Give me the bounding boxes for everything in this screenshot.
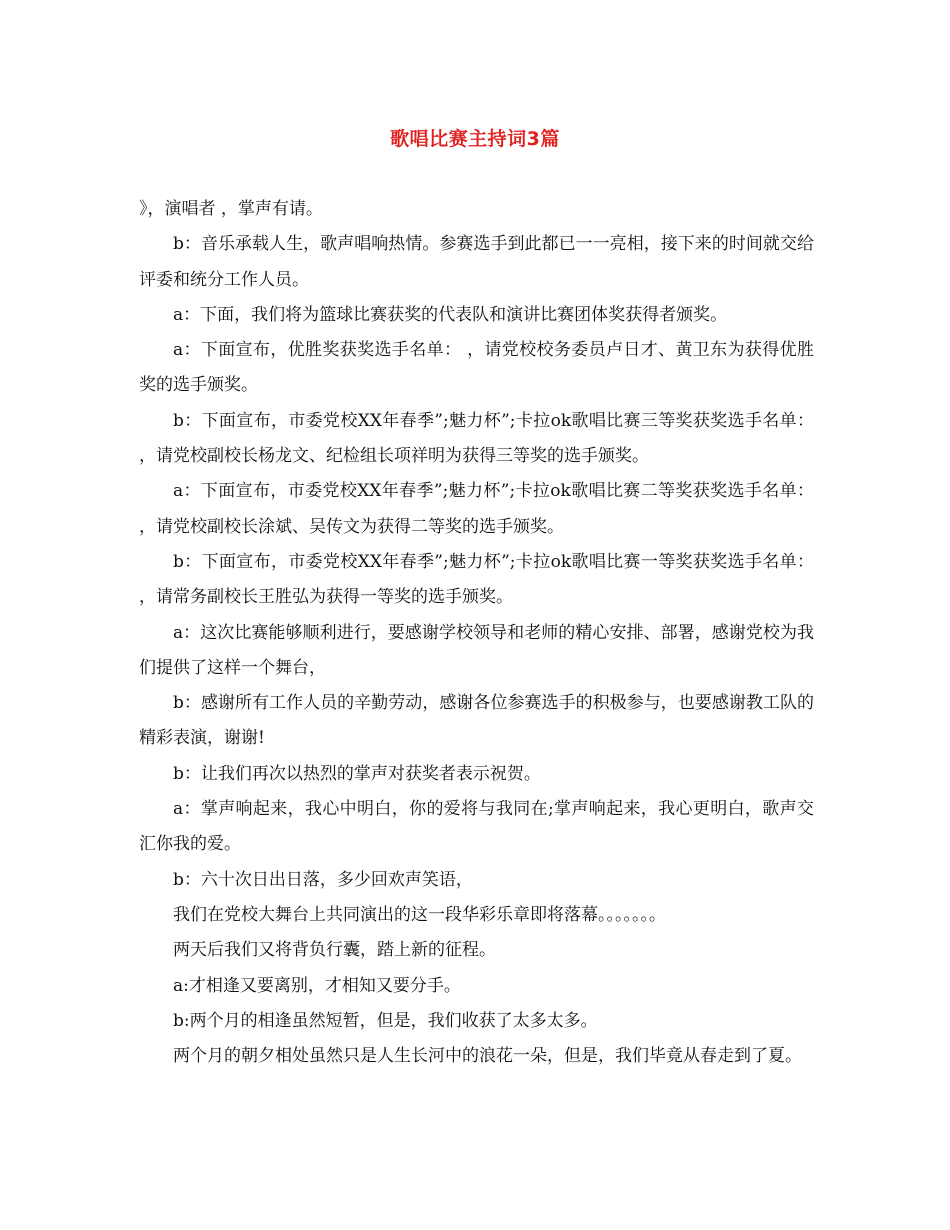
paragraph: a：这次比赛能够顺利进行，要感谢学校领导和老师的精心安排、部署，感谢党校为我们提供了这样一个舞台，	[139, 622, 814, 678]
paragraph: 我们在党校大舞台上共同演出的这一段华彩乐章即将落幕。。。。。。。	[173, 904, 666, 925]
paragraph: a：下面，我们将为篮球比赛获奖的代表队和演讲比赛团体奖获得者颁奖。	[173, 304, 728, 325]
document-title: 歌唱比赛主持词3篇	[390, 128, 560, 150]
paragraph: 两个月的朝夕相处虽然只是人生长河中的浪花一朵，但是，我们毕竟从春走到了夏。	[173, 1046, 802, 1067]
paragraph: 两天后我们又将背负行囊，踏上新的征程。	[173, 940, 496, 961]
paragraph: a：下面宣布，优胜奖获奖选手名单： ，请党校校务委员卢日才、黄卫东为获得优胜奖的选手颁奖。	[139, 340, 814, 396]
document-body	[139, 192, 814, 1074]
paragraph: b：音乐承载人生，歌声唱响热情。参赛选手到此都已一一亮相，接下来的时间就交给评委和统分工作人员。	[139, 234, 814, 290]
paragraph: b：感谢所有工作人员的辛勤劳动，感谢各位参赛选手的积极参与，也要感谢教工队的精彩表演，谢谢!	[139, 693, 814, 749]
paragraph: b：下面宣布，市委党校XX年春季”;魅力杯”;卡拉ok歌唱比赛一等奖获奖选手名单： ，请常务副校长王胜弘为获得一等奖的选手颁奖。	[139, 551, 814, 608]
paragraph: 》，演唱者 ，掌声有请。	[139, 199, 323, 219]
paragraph: b：六十次日出日落，多少回欢声笑语，	[173, 869, 473, 890]
paragraph: a：下面宣布，市委党校XX年春季”;魅力杯”;卡拉ok歌唱比赛二等奖获奖选手名单： ，请党校副校长涂斌、吴传文为获得二等奖的选手颁奖。	[139, 481, 814, 537]
paragraph: b:两个月的相逢虽然短暂，但是，我们收获了太多太多。	[173, 1010, 598, 1031]
paragraph: b：下面宣布，市委党校XX年春季”;魅力杯”;卡拉ok歌唱比赛三等奖获奖选手名单： ，请党校副校长杨龙文、纪检组长项祥明为获得三等奖的选手颁奖。	[139, 410, 814, 467]
paragraph: a:才相逢又要离别，才相知又要分手。	[173, 975, 461, 996]
paragraph: b：让我们再次以热烈的掌声对获奖者表示祝贺。	[173, 763, 541, 784]
paragraph: a：掌声响起来，我心中明白，你的爱将与我同在;掌声响起来，我心更明白，歌声交汇你我的爱。	[139, 799, 814, 855]
